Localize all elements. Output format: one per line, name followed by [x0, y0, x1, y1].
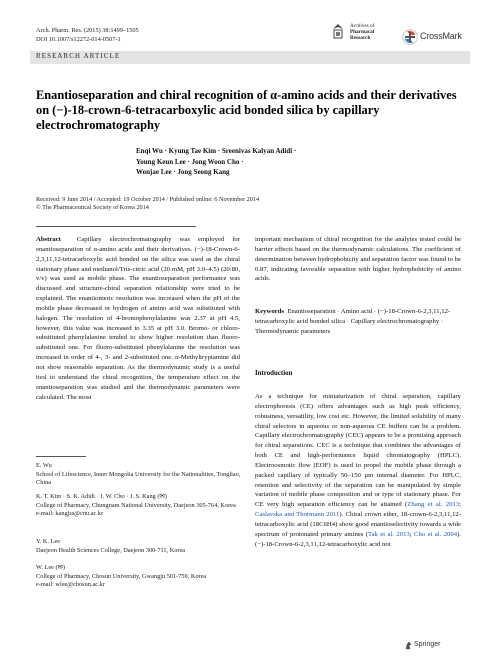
crossmark-label[interactable]: CrossMark — [420, 31, 462, 41]
archives-logo-text: Archives of Pharmacal Research — [350, 23, 375, 42]
springer-horse-icon — [404, 641, 413, 650]
publisher-logo: Springer — [414, 641, 441, 648]
affiliation: Y. K. Lee Daejeon Health Sciences College, Daejeon 300-711, Korea — [36, 538, 186, 554]
citation-link[interactable]: Cho et al. 2004 — [414, 530, 458, 538]
keywords-text: Enantioseparation · Amino acid · (−)-18-Crown-6-2,3,11,12-tetracarboxylic acid bonded silica · Capillary electrochromatography · Thermodynamic parameters — [255, 308, 451, 335]
history-dates: Received: 9 June 2014 / Accepted: 19 October 2014 / Published online: 6 November 2014 — [36, 196, 260, 203]
logo-area — [298, 18, 468, 52]
author-list — [136, 146, 336, 178]
abstract — [36, 235, 240, 402]
affiliation: W. Lee (✉) College of Pharmacy, Chosun University, Gwangju 501-759, Korea e-mail: wlee@chosun.ac.kr — [36, 564, 246, 590]
publication-dates — [36, 196, 476, 212]
journal-header — [36, 27, 139, 44]
article-type: RESEARCH ARTICLE — [36, 53, 121, 60]
abstract-label: Abstract — [36, 236, 61, 243]
citation-link[interactable]: Caslavska and Thormann 2011 — [255, 511, 340, 519]
footnote-divider — [36, 456, 86, 457]
article-type-band — [30, 51, 470, 64]
archives-logo-icon — [330, 23, 346, 41]
introduction-text: As a technique for miniaturization of chiral separation, capillary electrophoresis (CE) offers advantages such as high peak efficiency, robustness, versatility, low cost etc. However, the limited solubility of many chiral selectors in aqueous or non-aqueous CE buffers can be a problem. Capillary electrochromatography (CEC) appears to be a promising approach for chiral separations. CEC is a technique that combines the advantages of both CE and high-performance liquid chromatography (HPLC). Electroosmotic flow (EOF) is used to propel the mobile phase through a packed capillary of typically 50–150 μm internal diameter. For HPLC, retention and selectivity of the separation can be manipulated by simple variation of mobile phase composition and or type of stationary phase. For CE very high separation efficiency can be attained (Zhang et al. 2013; Caslavska and Thormann 2011). Chiral crown ether, 18-crown-6-2,3,11,12-tetracarboxylic acid (18C6H4) show good enantioselectivity towards a wide spectrum of protonated primary amines (Tak et al. 2013; Cho et al. 2004). (−)-18-Crown-6-2,3,11,12-tetracarboxylic acid not — [255, 393, 462, 548]
journal-citation: Arch. Pharm. Res. (2015) 38:1499–1505 — [36, 27, 139, 34]
article-title: Enantioseparation and chiral recognition of α-amino acids and their derivatives on (−)-18-crown-6-tetracarboxylic acid bonded silica by capillary electrochromatography — [36, 88, 457, 132]
email-link[interactable]: e-mail: wlee@chosun.ac.kr — [36, 581, 105, 589]
copyright: © The Pharmaceutical Society of Korea 2014 — [36, 204, 149, 211]
author-line[interactable]: Wonjae Lee · Jong Seong Kang — [136, 168, 230, 176]
affiliation: K. T. Kim · S. K. Adidi · J. W. Cho · J. S. Kang (✉) College of Pharmacy, Chungnam National University, Daejeon 305-764, Korea e-mail: kangjss@cnu.ac.kr — [36, 493, 246, 519]
citation-link[interactable]: Zhang et al. 2013 — [407, 501, 460, 509]
crossmark-icon[interactable] — [402, 29, 418, 45]
author-line[interactable]: Young Keun Lee · Jong Woon Cho · — [136, 157, 244, 166]
email-link[interactable]: e-mail: kangjss@cnu.ac.kr — [36, 510, 104, 518]
citation-link[interactable]: Tak et al. 2013 — [367, 530, 410, 538]
keywords — [255, 307, 461, 337]
abstract-text: Capillary electrochromatography was employed for enantioseparation of α-amino acids and their derivatives. (−)-18-Crown-6-2,3,11,12-tetracarboxylic acid bonded on the silica was used as the chiral stationary phase and methanol/Tris-citric acid (20 mM, pH 3.0–4.5) (20:80, v/v) was used as mobile phase. The enantioseparation performance was discussed and structure-chiral separation relationship were tried to be explained. The enantiomeric resolution was increased when the pH of the mobile phase decreased or hydrogen of amino acid was substituted with halogen. The resolution of 4-bromophenylalanine was 2.37 at pH 4.5, however, this value was increased to 3.35 at pH 3.0. Bromo- or chloro-substituted phenylalanine tended to show higher resolution than fluoro-substituted one. For fluoro-substituted phenylalanine the resolution was increased in order of 4-, 3- and 2-substituted one. α-Methyltryptamine did not show reasonable separation. As the thermodynamic study is a useful tool to understand the chiral recognition, the temperature effect on the enantioseparation was studied and the thermodynamic parameters were calculated. The most — [36, 236, 240, 401]
doi: DOI 10.1007/s12272-014-0507-1 — [36, 35, 121, 43]
author-line[interactable]: Enqi Wu · Kyung Tae Kim · Sreenivas Kalyan Adidi · — [136, 147, 297, 155]
divider — [36, 226, 196, 227]
abstract-continuation: important mechanism of chiral recognition for the analytes tested could be barrier effects based on the thermodynamic calculations. The coefficient of determination between hydrophobicity and separation factor was found to be 0.87, indicating favorable separation with higher hydrophobicity of amino acids. — [255, 236, 461, 283]
section-heading-introduction: Introduction — [255, 370, 293, 377]
affiliation: E. Wu School of Lifescience, Inner Mongolia University for the Nationalities, Tongliao, China — [36, 462, 241, 487]
keywords-label: Keywords — [255, 308, 284, 315]
